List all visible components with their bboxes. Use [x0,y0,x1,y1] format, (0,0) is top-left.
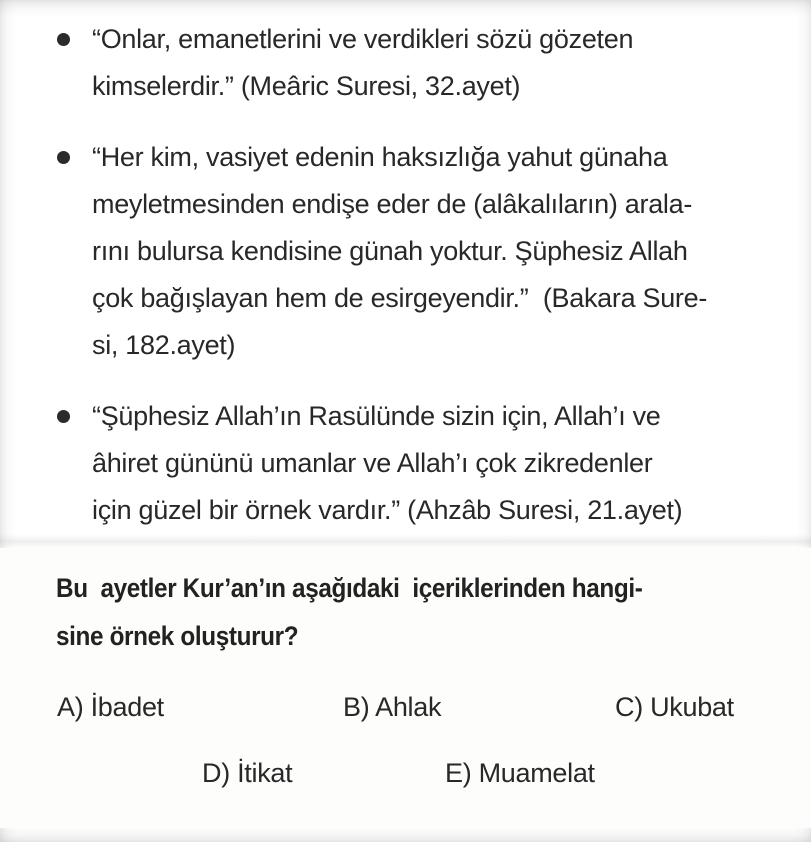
option-b[interactable]: B) Ahlak [343,692,442,722]
verse-line: âhiret gününü umanlar ve Allah’ı çok zikredenler [92,448,653,478]
question-line: sine örnek oluşturur? [56,621,299,651]
verse-item [57,16,763,110]
option-e[interactable]: E) Muamelat [445,758,595,788]
verse-text [92,134,763,369]
option-a[interactable]: A) İbadet [57,692,164,722]
bullet-icon [57,151,70,164]
question-line-row [56,612,763,660]
verse-text [92,393,763,534]
verse-item [57,134,763,369]
bullet-column [57,16,92,46]
question-line-row [56,564,763,612]
verse-line: için güzel bir örnek vardır.” (Ahzâb Suresi, 21.ayet) [92,495,683,525]
bullet-column [57,134,92,164]
bullet-icon [57,410,70,423]
verse-line: meyletmesinden endişe eder de (alâkalıların) arala- [92,189,693,219]
verse-text [92,16,763,110]
option-c[interactable]: C) Ukubat [615,692,734,722]
verse-line: “Şüphesiz Allah’ın Rasülünde sizin için, Allah’ı ve [92,401,661,431]
bullet-icon [57,33,70,46]
question-block [0,548,811,828]
question-line: Bu ayetler Kur’an’ın aşağıdaki içeriklerinden hangi- [56,573,643,603]
verse-line: “Her kim, vasiyet edenin haksızlığa yahut günaha [92,142,668,172]
option-d[interactable]: D) İtikat [202,758,293,788]
verse-line: “Onlar, emanetlerini ve verdikleri sözü gözeten [92,24,634,54]
scan-seam-divider [0,534,811,548]
verse-line: rını bulursa kendisine günah yoktur. Şüphesiz Allah [92,236,688,266]
verse-item [57,393,763,534]
verse-line: si, 182.ayet) [92,330,236,360]
question-stem [0,548,811,660]
bullet-column [57,393,92,423]
verse-line: kimselerdir.” (Meâric Suresi, 32.ayet) [92,71,521,101]
verse-line: çok bağışlayan hem de esirgeyendir.” (Bakara Sure- [92,283,708,313]
